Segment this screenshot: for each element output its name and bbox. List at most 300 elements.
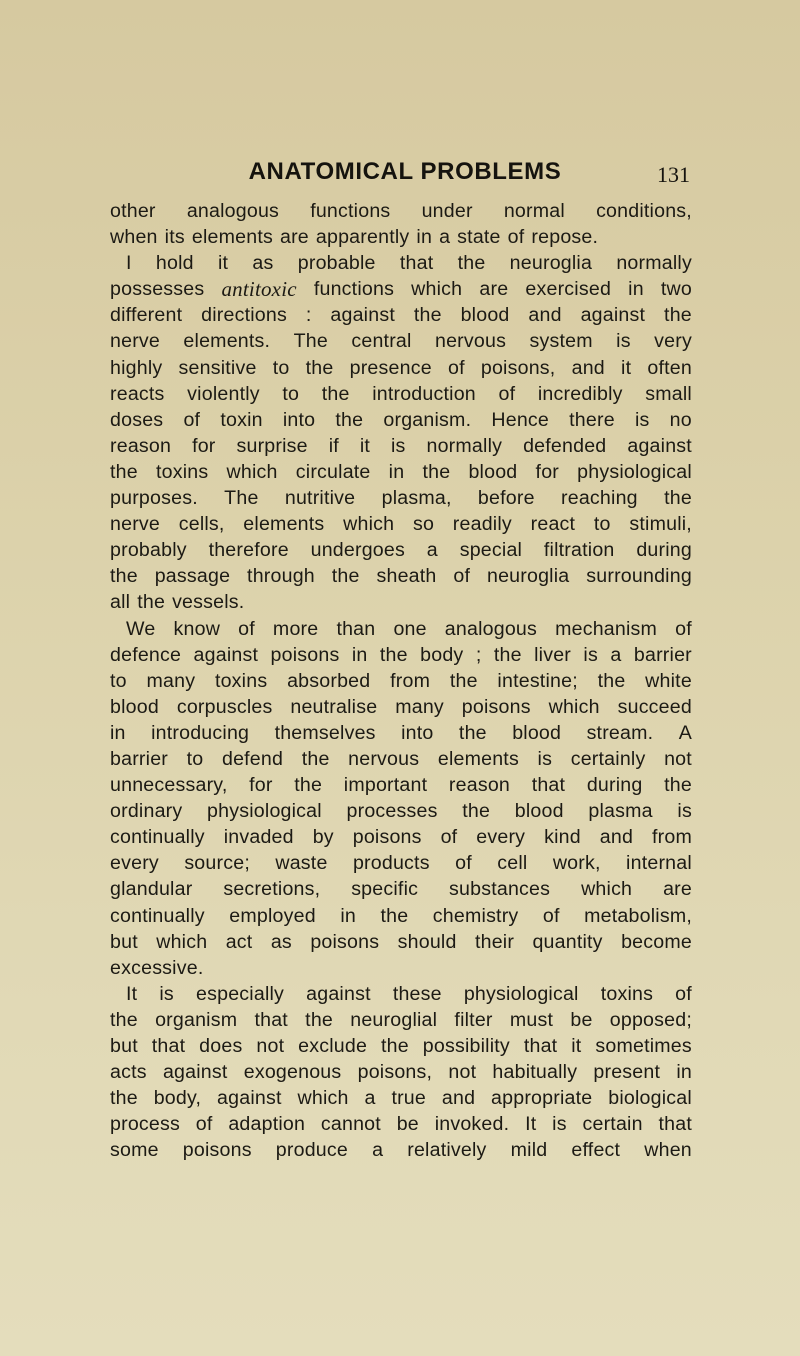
running-head <box>110 158 692 192</box>
text-line <box>110 328 692 354</box>
word: nerve <box>110 330 161 353</box>
word: it <box>571 1035 582 1057</box>
word: substances <box>449 878 551 901</box>
word: internal <box>626 852 692 875</box>
text-line <box>110 276 692 302</box>
word: defended <box>523 434 607 457</box>
word: that <box>254 1008 288 1031</box>
word: certain <box>582 1113 643 1136</box>
word: conditions, <box>596 200 692 222</box>
word: are <box>479 278 509 301</box>
word: chemistry <box>432 904 519 927</box>
text-line <box>110 485 692 511</box>
word: ordinary <box>110 800 183 823</box>
text-line <box>110 250 692 276</box>
word: into <box>282 408 316 431</box>
word: mechanism <box>555 617 658 640</box>
word: circulate <box>295 460 371 483</box>
word: : <box>305 304 312 327</box>
word: waste <box>275 852 328 875</box>
word: through <box>247 565 315 588</box>
text-line <box>110 407 692 433</box>
word: certainly <box>570 747 646 770</box>
book-page <box>110 158 692 1163</box>
word: opposed; <box>609 1008 692 1031</box>
word: to <box>282 382 300 405</box>
word: in <box>416 226 433 249</box>
text-line <box>110 1059 692 1085</box>
word: a <box>439 226 451 249</box>
word: that <box>658 1113 692 1136</box>
word: exercised <box>525 278 612 301</box>
word: the <box>422 460 451 483</box>
word: elements <box>437 747 519 770</box>
word: and <box>441 1087 476 1110</box>
word: the <box>305 356 334 379</box>
word: not <box>664 747 692 770</box>
word: We <box>126 617 156 640</box>
word: the <box>379 643 408 666</box>
word: directions <box>201 304 287 327</box>
word: as <box>252 252 274 275</box>
word: as <box>270 930 292 953</box>
word: body <box>420 643 464 666</box>
text-line <box>110 903 692 929</box>
word: know <box>173 617 221 640</box>
word: against <box>193 643 259 666</box>
word: the <box>449 669 478 692</box>
word: invaded <box>223 826 294 849</box>
word: the <box>380 904 409 927</box>
word: poisons <box>270 643 340 666</box>
word: true <box>391 1087 427 1110</box>
word: during <box>586 774 643 797</box>
word: passage <box>154 565 231 588</box>
word: employed <box>229 904 316 927</box>
word: a <box>364 1087 376 1110</box>
word: act <box>225 930 253 953</box>
word: sensitive <box>178 356 257 379</box>
word: against <box>217 1087 282 1110</box>
text-line <box>110 850 692 876</box>
word: introducing <box>151 721 250 744</box>
word: become <box>621 930 692 953</box>
word: and <box>571 356 605 379</box>
word: stimuli, <box>629 513 692 536</box>
word: acts <box>110 1061 147 1084</box>
word: the <box>305 1008 334 1031</box>
word: is <box>616 330 631 353</box>
word: the <box>381 1035 409 1057</box>
word: under <box>421 200 473 222</box>
word: in <box>388 460 405 483</box>
word: of <box>542 904 560 927</box>
word: in <box>351 643 368 666</box>
word: nutritive <box>284 487 356 510</box>
word: surprise <box>236 434 308 457</box>
word: physiological <box>463 982 579 1005</box>
word: plasma, <box>381 487 452 510</box>
word: from <box>390 669 431 692</box>
word: that <box>399 252 434 275</box>
word: poisons <box>352 826 422 849</box>
text-line <box>110 433 692 459</box>
word: is <box>390 434 406 457</box>
text-line <box>110 1111 692 1137</box>
word: work, <box>552 852 601 875</box>
word: the <box>321 382 350 405</box>
text-line <box>110 459 692 485</box>
word: the <box>457 252 486 275</box>
word: for <box>535 460 560 483</box>
word: of <box>440 826 458 849</box>
word: is <box>159 982 174 1005</box>
word: especially <box>196 982 285 1005</box>
word: it <box>359 434 371 457</box>
text-line <box>110 302 692 328</box>
word: metabolism, <box>584 904 692 927</box>
word: into <box>401 721 434 744</box>
word: kind <box>544 826 581 849</box>
word: analogous <box>186 200 280 222</box>
word: its <box>164 226 185 249</box>
word: very <box>654 330 692 353</box>
word: before <box>477 487 535 510</box>
word: the <box>664 304 692 327</box>
paragraph <box>110 198 692 250</box>
word: blood <box>468 460 518 483</box>
word: be <box>396 1113 419 1136</box>
word: when <box>110 226 158 249</box>
word: mild <box>510 1139 548 1162</box>
word: but <box>110 1035 138 1057</box>
word: the <box>110 565 138 588</box>
text-line <box>110 720 692 746</box>
word: elements. <box>183 330 271 353</box>
word: defence <box>110 643 182 666</box>
word: body, <box>153 1087 202 1110</box>
word: the <box>294 774 323 797</box>
word: the <box>331 565 360 588</box>
word: is <box>583 643 598 666</box>
word: produce <box>275 1139 348 1162</box>
word: physiological <box>577 460 692 483</box>
word: incredibly <box>537 382 623 405</box>
page-number: 131 <box>657 162 690 187</box>
word: blood <box>512 721 562 744</box>
word: poisons <box>461 695 531 718</box>
word: introduction <box>372 382 476 405</box>
word: stream. <box>586 721 654 744</box>
word: to <box>186 747 204 770</box>
word: which <box>297 1087 349 1110</box>
running-title: ANATOMICAL PROBLEMS <box>248 158 562 185</box>
text-line <box>110 798 692 824</box>
text-line <box>110 537 692 563</box>
text-line <box>110 1137 692 1163</box>
word: of <box>498 382 516 405</box>
word: the <box>301 747 330 770</box>
word: intestine; <box>497 669 578 692</box>
word: is <box>537 747 553 770</box>
word: every <box>476 826 526 849</box>
word: continually <box>110 826 205 849</box>
word: The <box>293 330 328 353</box>
word: the <box>110 460 138 483</box>
word: succeed <box>617 695 692 718</box>
text-line <box>110 589 692 615</box>
word: when <box>644 1139 692 1162</box>
word: absorbed <box>287 669 371 692</box>
word: analogous <box>444 617 538 640</box>
word: sometimes <box>595 1035 692 1057</box>
word: if <box>328 434 339 457</box>
word: present <box>593 1061 661 1084</box>
word: The <box>224 487 259 510</box>
word: I <box>126 252 132 275</box>
word: possesses <box>110 278 205 301</box>
word: habitually <box>492 1061 578 1084</box>
word: readily <box>452 513 512 536</box>
word: different <box>110 304 183 327</box>
word: process <box>110 1113 181 1136</box>
word: and <box>528 304 562 327</box>
word: must <box>509 1008 554 1031</box>
word: biological <box>608 1087 692 1110</box>
word: normally <box>616 252 692 275</box>
text-line <box>110 824 692 850</box>
word: of <box>238 617 255 640</box>
word: nervous <box>434 330 507 353</box>
text-line <box>110 198 692 224</box>
body-text <box>110 198 692 1163</box>
paragraph <box>110 250 692 615</box>
word: elements <box>243 513 325 536</box>
text-line <box>110 1085 692 1111</box>
word: products <box>352 852 430 875</box>
text-line <box>110 224 692 250</box>
word: to <box>110 669 127 692</box>
word: quantity <box>532 930 603 953</box>
word: reason <box>110 434 172 457</box>
word: neuroglial <box>350 1008 438 1031</box>
word: glandular <box>110 878 193 901</box>
word: normal <box>503 200 565 222</box>
word: processes <box>346 800 438 823</box>
word: nervous <box>348 747 420 770</box>
word: poisons, <box>357 1061 433 1084</box>
word: of <box>453 565 471 588</box>
word: so <box>412 513 435 536</box>
word: poisons <box>310 930 380 953</box>
word: ; <box>475 643 482 666</box>
word: should <box>397 930 457 953</box>
word: secretions, <box>223 878 321 901</box>
word: reaching <box>561 487 638 510</box>
word: appropriate <box>491 1087 593 1110</box>
word: blood <box>460 304 510 327</box>
word: specific <box>351 878 419 901</box>
word: which <box>343 513 395 536</box>
word: functions <box>310 200 391 222</box>
word: against <box>627 434 692 457</box>
word: poisons, <box>480 356 556 379</box>
word: a <box>610 643 622 666</box>
word: are <box>279 226 309 249</box>
word: than <box>336 617 376 640</box>
word: neuroglia <box>486 565 570 588</box>
word: system <box>529 330 593 353</box>
word: corpuscles <box>176 695 273 718</box>
italic-word: antitoxic <box>221 277 297 302</box>
word: are <box>663 878 692 901</box>
word: other <box>110 200 156 222</box>
word: blood <box>110 695 159 718</box>
word: a <box>372 1139 384 1162</box>
word: barrier <box>633 643 692 666</box>
word: cannot <box>320 1113 381 1136</box>
word: probably <box>110 539 187 562</box>
word: more <box>272 617 319 640</box>
word: the <box>458 721 487 744</box>
word: which <box>156 930 208 953</box>
text-line <box>110 511 692 537</box>
word: that <box>523 1035 558 1057</box>
word: continually <box>110 904 205 927</box>
word: It <box>525 1113 537 1136</box>
word: it <box>217 252 229 275</box>
word: it <box>621 356 632 379</box>
word: nerve <box>110 513 161 536</box>
word: which <box>548 695 600 718</box>
word: neuroglia <box>509 252 593 275</box>
word: liver <box>534 643 572 666</box>
word: A <box>678 721 692 744</box>
word: cell <box>497 852 528 875</box>
word: of <box>183 408 201 431</box>
text-line <box>110 381 692 407</box>
word: highly <box>110 356 163 379</box>
paragraph <box>110 981 692 1164</box>
word: organism <box>155 1008 238 1031</box>
word: effect <box>571 1139 621 1162</box>
word: toxins <box>214 669 268 692</box>
word: Hence <box>491 408 550 431</box>
word: one <box>393 617 427 640</box>
word: reacts <box>110 382 165 405</box>
word: by <box>312 826 334 849</box>
text-line <box>110 876 692 902</box>
word: the <box>493 643 522 666</box>
word: state <box>457 226 501 249</box>
word: the <box>110 1087 138 1110</box>
word: the <box>110 1008 138 1031</box>
word: toxins <box>600 982 654 1005</box>
word: against <box>162 1061 228 1084</box>
word: purposes. <box>110 487 198 510</box>
word: many <box>395 695 444 718</box>
word: a <box>426 539 438 562</box>
word: plasma <box>588 800 653 823</box>
word: which <box>411 278 463 301</box>
word: barrier <box>110 747 169 770</box>
word: vessels. <box>172 591 245 614</box>
text-line <box>110 1007 692 1033</box>
word: therefore <box>208 539 289 562</box>
word: react <box>530 513 576 536</box>
word: poisons <box>182 1139 252 1162</box>
word: apparently <box>315 226 410 249</box>
word: often <box>647 356 692 379</box>
word: filter <box>454 1008 493 1031</box>
word: of <box>447 356 465 379</box>
word: source; <box>184 852 250 875</box>
word: cells, <box>178 513 225 536</box>
text-line <box>110 1033 692 1059</box>
word: doses <box>110 408 164 431</box>
text-line <box>110 694 692 720</box>
word: to <box>272 356 290 379</box>
text-line <box>110 955 692 981</box>
word: of <box>675 982 692 1005</box>
word: invoked. <box>434 1113 510 1136</box>
word: the <box>335 408 364 431</box>
text-line <box>110 772 692 798</box>
word: and <box>599 826 634 849</box>
word: physiological <box>207 800 322 823</box>
word: the <box>413 304 442 327</box>
word: sheath <box>376 565 437 588</box>
word: that <box>151 1035 186 1057</box>
word: It <box>126 982 138 1005</box>
word: that <box>531 774 566 797</box>
text-line <box>110 355 692 381</box>
text-line <box>110 981 692 1007</box>
word: the <box>462 800 491 823</box>
word: of <box>455 852 472 875</box>
word: is <box>677 800 692 823</box>
word: possibility <box>422 1035 510 1057</box>
word: in <box>340 904 356 927</box>
word: defend <box>221 747 284 770</box>
word: functions <box>313 278 395 301</box>
word: some <box>110 1139 159 1162</box>
word: the <box>137 591 166 614</box>
word: from <box>651 826 692 849</box>
text-line <box>110 668 692 694</box>
word: all <box>110 591 131 614</box>
word: filtration <box>543 539 615 562</box>
word: of <box>675 617 692 640</box>
word: the <box>597 669 626 692</box>
word: is <box>634 408 650 431</box>
word: against <box>580 304 646 327</box>
word: organism. <box>383 408 472 431</box>
word: elements <box>191 226 273 249</box>
word: toxins <box>155 460 209 483</box>
word: neutralise <box>290 695 378 718</box>
word: the <box>664 487 692 510</box>
word: of <box>195 1113 213 1136</box>
word: exclude <box>298 1035 368 1057</box>
word: every <box>110 852 159 875</box>
word: themselves <box>274 721 376 744</box>
text-line <box>110 616 692 642</box>
word: for <box>249 774 273 797</box>
word: for <box>192 434 216 457</box>
word: small <box>645 382 692 405</box>
word: surrounding <box>586 565 692 588</box>
